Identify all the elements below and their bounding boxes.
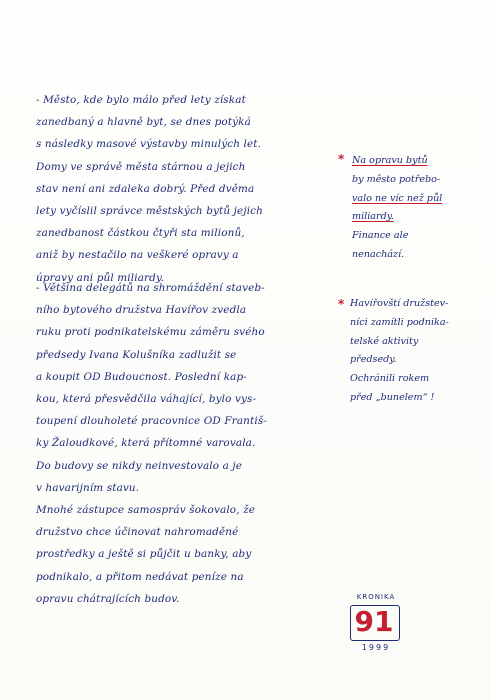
note-line: Ochránili rokem <box>350 373 430 385</box>
note-line: valo ne víc než půl <box>352 192 443 204</box>
text-line: úpravy ani půl miliardy. <box>36 271 165 284</box>
text-line: v havarijním stavu. <box>36 481 140 494</box>
text-line: zanedbaný a hlavně byt, se dnes potýká <box>36 116 251 129</box>
note-line: níci zamítli podnika- <box>350 316 449 328</box>
stamp-label: KRONIKA <box>356 593 396 601</box>
stamp-year: 1999 <box>361 643 391 652</box>
text-line: podnikalo, a přitom nedávat peníze na <box>36 570 244 583</box>
text-line: s následky masové výstavby minulých let. <box>36 138 262 151</box>
text-line: předsedy Ivana Kolušníka zadlužit se <box>36 348 237 361</box>
note-line: Havířovští družstev- <box>350 298 449 309</box>
note-line: telské aktivity <box>350 335 419 347</box>
text-line: Do budovy se nikdy neinvestovalo a je <box>36 459 243 472</box>
asterisk-marker: * <box>338 152 345 166</box>
text-line: prostředky a ještě si půjčit u banky, aby <box>36 548 252 561</box>
text-line: - Většina delegátů na shromáždění staveb- <box>36 282 265 294</box>
note-line: by město potřebo- <box>352 173 441 185</box>
chronicle-page-stamp <box>344 593 408 667</box>
text-line: ky Žaloudkové, která přítomné varovala. <box>36 437 256 450</box>
text-line: toupení dlouholeté pracovnice OD Františ- <box>36 415 267 428</box>
text-line: a koupit OD Budoucnost. Poslední kap- <box>36 370 247 383</box>
note-line: nenachází. <box>352 248 405 260</box>
note-line: Na opravu bytů <box>352 155 428 166</box>
paragraph-city-housing <box>36 89 336 289</box>
note-line: miliardy. <box>352 211 394 223</box>
text-line: družstvo chce účinovat nahromaděné <box>36 526 239 539</box>
text-line: stav není ani zdaleka dobrý. Před dvěma <box>36 182 255 195</box>
text-line: - Město, kde bylo málo před lety získat <box>36 94 246 106</box>
text-line: opravu chátrajících budov. <box>36 592 180 605</box>
text-line: aniž by nestačilo na veškeré opravy a <box>36 249 239 262</box>
asterisk-marker: * <box>338 297 345 311</box>
note-line: před „bunelem“ ! <box>350 391 435 403</box>
margin-note-cooperative <box>350 295 490 408</box>
paragraph-cooperative-vote <box>36 277 336 610</box>
text-line: zanedbanost částkou čtyři sta milionů, <box>36 227 245 240</box>
text-line: kou, která přesvědčila váhající, bylo vys- <box>36 393 257 406</box>
text-line: Mnohé zástupce samospráv šokovalo, že <box>36 504 256 517</box>
text-line: lety vyčíslil správce městských bytů jejich <box>36 205 263 218</box>
note-line: Finance ale <box>352 230 409 242</box>
text-line: ruku proti podnikatelskému záměru svého <box>36 326 265 339</box>
page-number: 91 <box>354 605 394 638</box>
note-line: předsedy. <box>350 354 397 366</box>
text-line: ního bytového družstva Havířov zvedla <box>36 304 247 317</box>
margin-note-housing <box>352 152 490 265</box>
text-line: Domy ve správě města stárnou a jejich <box>36 160 246 173</box>
